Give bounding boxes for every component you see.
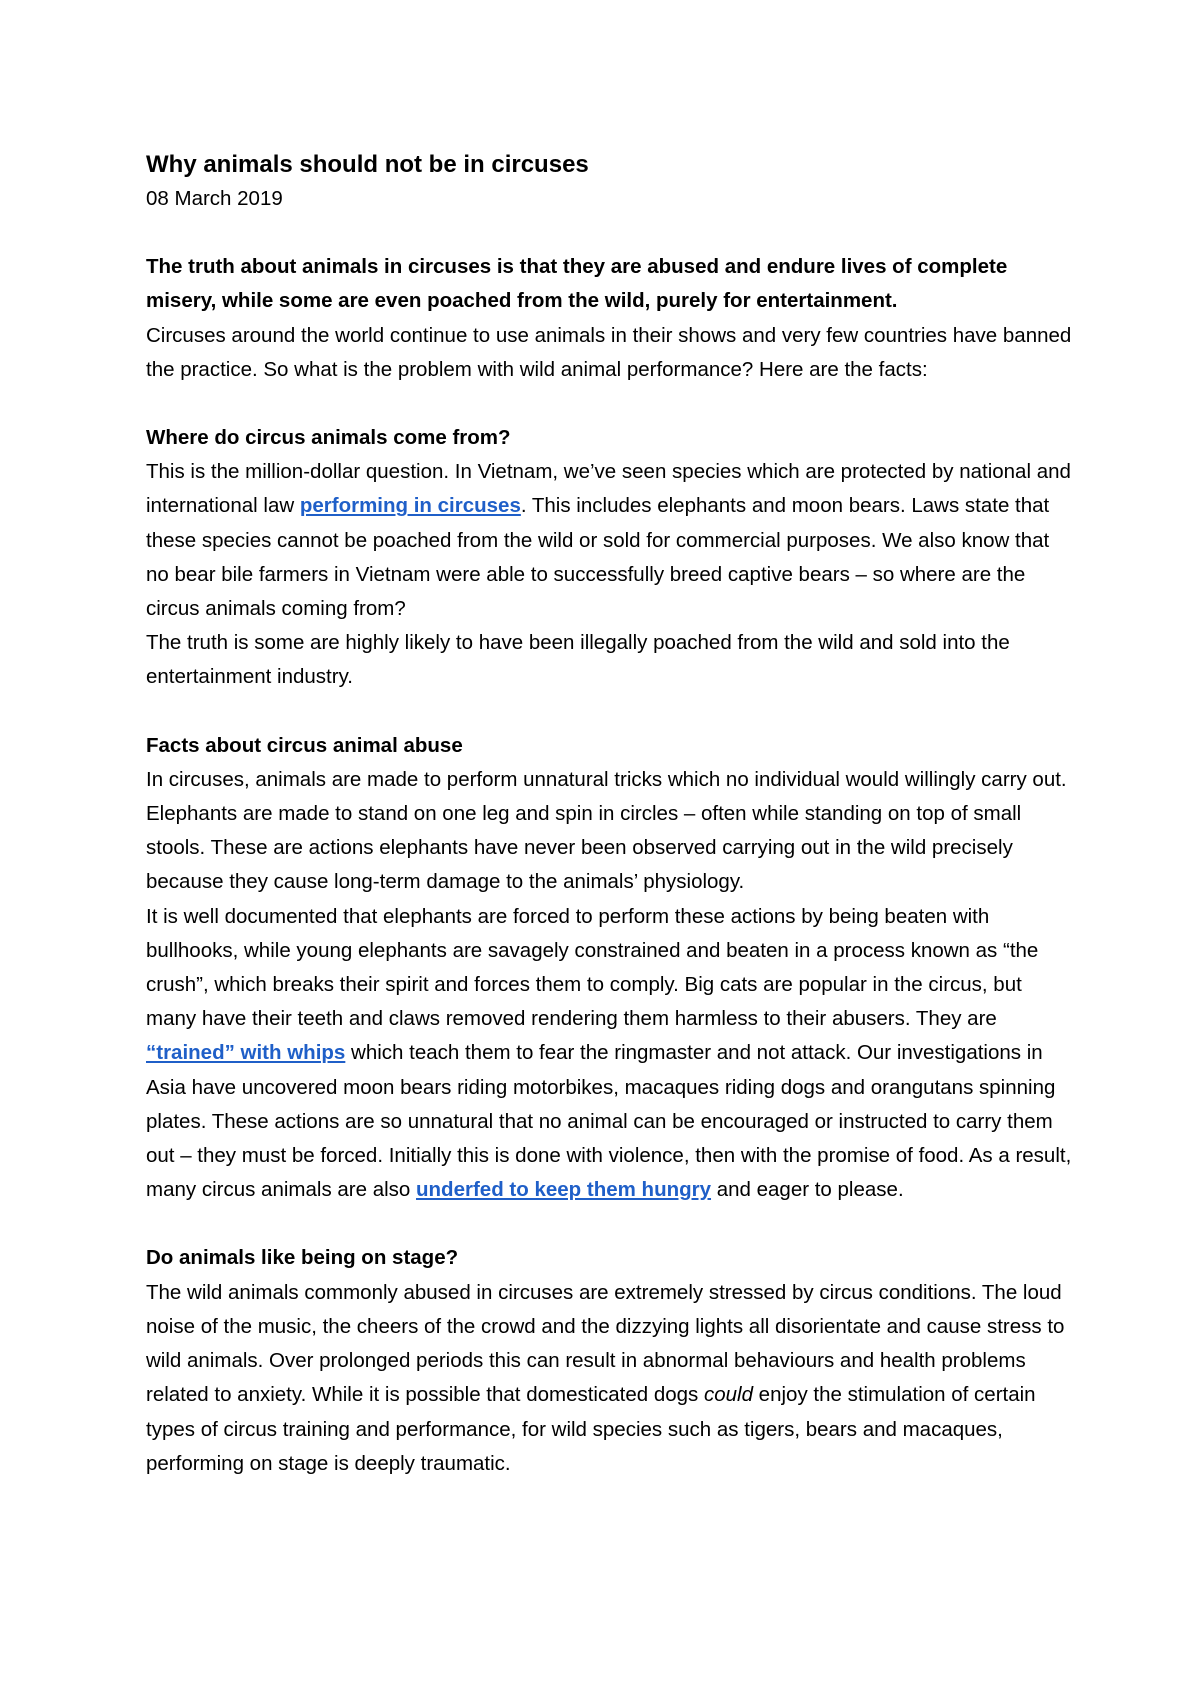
section-paragraph: The truth is some are highly likely to have been illegally poached from the wild and sold into the entertainment industry.: [146, 631, 1010, 689]
intro-paragraph: Circuses around the world continue to use animals in their shows and very few countries have banned the practice. So what is the problem with wild animal performance? Here are the facts:: [146, 323, 1072, 381]
text-span: . This includes elephants and moon bears. Laws state that these species cannot be poached from the wild or sold for commercial purposes. We also know that no bear bile farmers in Vietnam were able to successfully breed captive bears – so where are the circus animals coming from?: [146, 494, 1050, 621]
section-paragraph: [146, 1276, 1076, 1481]
section-abuse: [146, 729, 1076, 1208]
text-span: It is well documented that elephants are forced to perform these actions by being beaten with bullhooks, while young elephants are savagely constrained and beaten in a process known as “the crush”, which breaks their spirit and forces them to comply. Big cats are popular in the circus, but many have their teeth and claws removed rendering them harmless to their abusers. They are: [146, 904, 1039, 1031]
document-page: [146, 148, 1076, 1481]
underfed-link[interactable]: underfed to keep them hungry: [416, 1178, 712, 1202]
performing-in-circuses-link[interactable]: performing in circuses: [299, 494, 521, 518]
text-span: and eager to please.: [711, 1178, 904, 1202]
section-heading: Where do circus animals come from?: [146, 426, 511, 450]
section-origin: [146, 421, 1076, 695]
document-date: 08 March 2019: [146, 187, 283, 210]
section-paragraph: In circuses, animals are made to perform unnatural tricks which no individual would willingly carry out. Elephants are made to stand on one leg and spin in circles – often while standing on top of small stools. These are actions elephants have never been observed carrying out in the wild precisely because they cause long-term damage to the animals’ physiology.: [146, 767, 1067, 894]
document-title: Why animals should not be in circuses: [146, 151, 589, 178]
text-span: enjoy the stimulation of certain types of circus training and performance, for wild species such as tigers, bears and macaques, performing on stage is deeply traumatic.: [146, 1383, 1036, 1475]
section-heading: Do animals like being on stage?: [146, 1246, 459, 1270]
text-span: This is the million-dollar question. In Vietnam, we’ve seen species which are protected by national and international law: [146, 460, 1071, 518]
intro-bold-paragraph: The truth about animals in circuses is that they are abused and endure lives of complete misery, while some are even poached from the wild, purely for entertainment.: [146, 255, 1008, 313]
section-heading: Facts about circus animal abuse: [146, 733, 463, 757]
text-span: The wild animals commonly abused in circuses are extremely stressed by circus conditions. The loud noise of the music, the cheers of the crowd and the dizzying lights all disorientate and cause stress to wild animals. Over prolonged periods this can result in abnormal behaviours and health problems related to anxiety. While it is possible that domesticated dogs: [146, 1280, 1065, 1407]
section-stage: [146, 1241, 1076, 1480]
text-span: which teach them to fear the ringmaster and not attack. Our investigations in Asia have uncovered moon bears riding motorbikes, macaques riding dogs and orangutans spinning plates. These actions are so unnatural that no animal can be encouraged or instructed to carry them out – they must be forced. Initially this is done with violence, then with the promise of food. As a result, many circus animals are also: [146, 1041, 1072, 1202]
trained-with-whips-link[interactable]: “trained” with whips: [146, 1041, 346, 1065]
section-paragraph: [146, 900, 1076, 1208]
section-paragraph: [146, 455, 1076, 626]
emphasis-text: could: [703, 1383, 753, 1407]
